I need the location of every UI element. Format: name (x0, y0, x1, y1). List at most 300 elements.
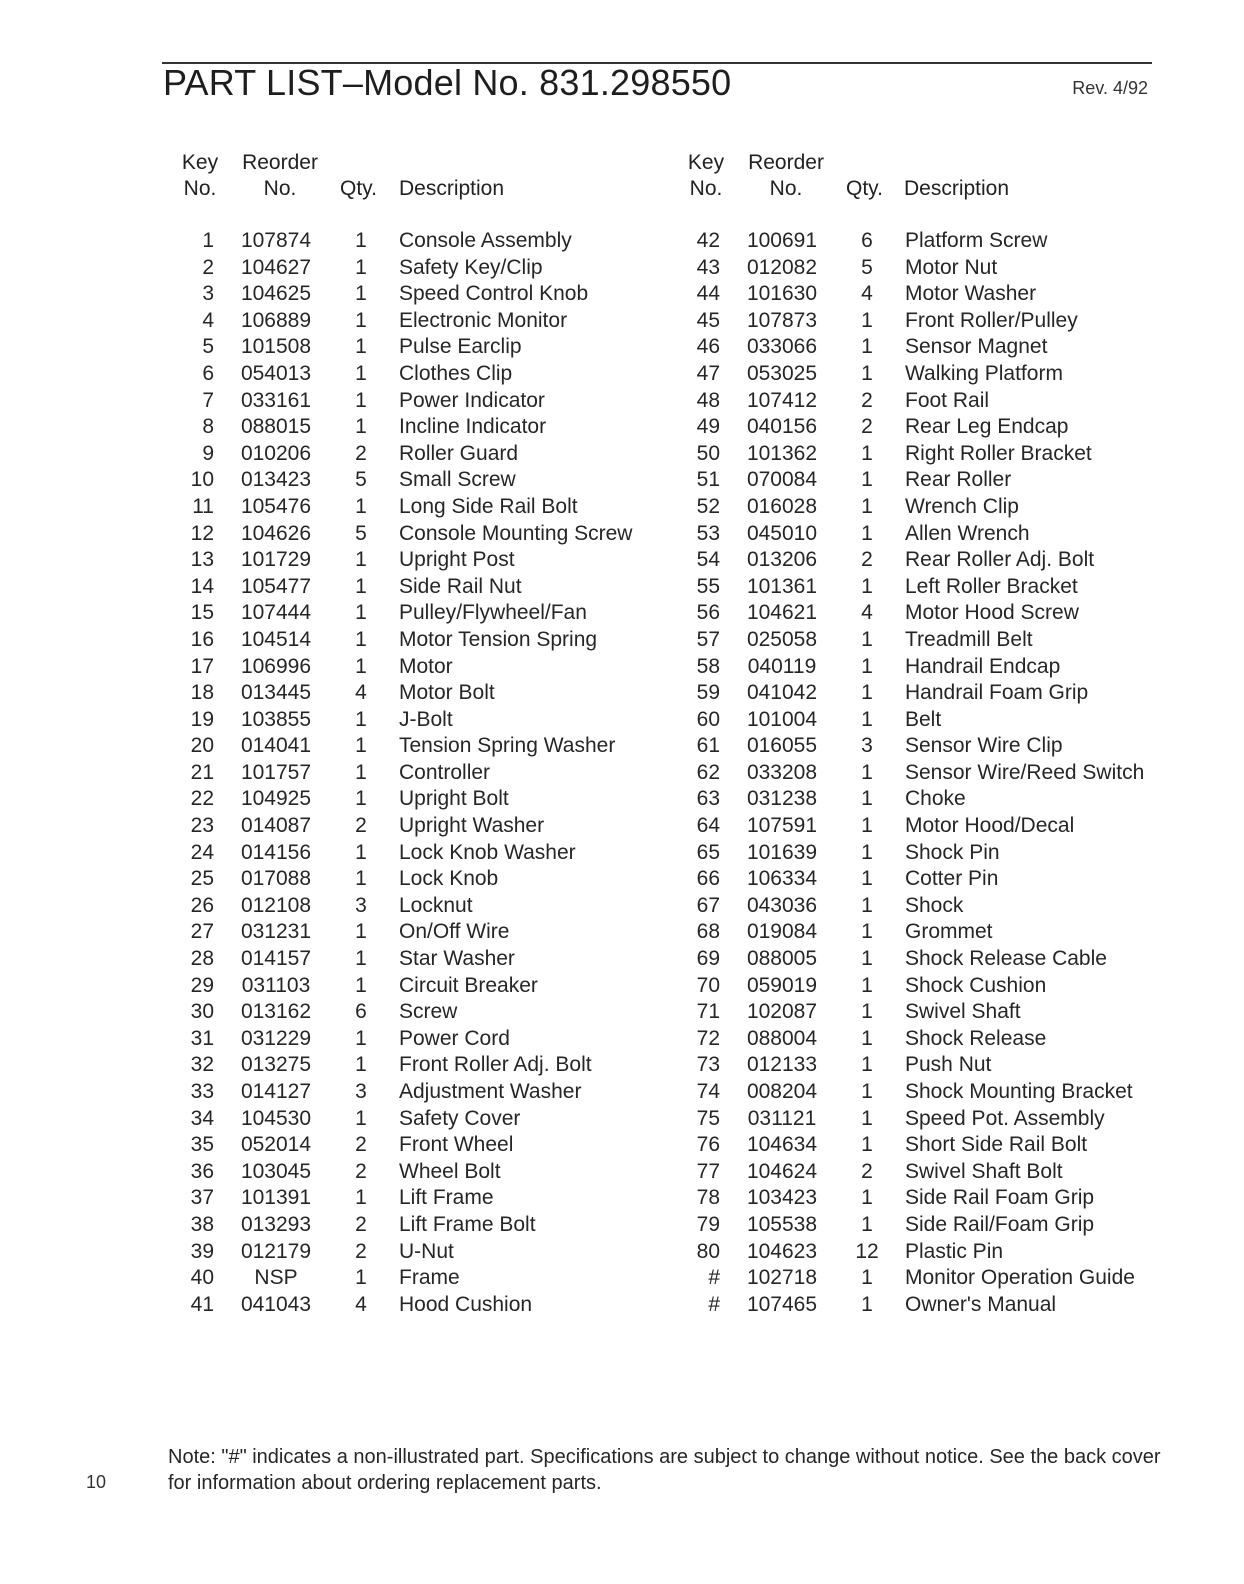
part-row (680, 733, 1200, 760)
part-key-no: 26 (190, 893, 214, 917)
part-description: Shock Pin (905, 840, 1000, 864)
part-row (174, 574, 694, 601)
part-reorder-no: 101362 (746, 441, 818, 465)
part-description: Treadmill Belt (905, 627, 1033, 651)
part-key-no: 10 (190, 468, 214, 492)
part-row (680, 919, 1200, 946)
part-row (680, 866, 1200, 893)
part-qty: 1 (355, 601, 367, 625)
part-key-no: 72 (696, 1026, 720, 1050)
page-title: PART LIST–Model No. 831.298550 (163, 62, 732, 103)
part-description: Adjustment Washer (399, 1080, 582, 1103)
part-description: Pulse Earclip (399, 335, 522, 359)
part-qty: 1 (355, 255, 367, 279)
part-qty: 1 (861, 920, 873, 944)
part-description: Screw (399, 1000, 458, 1024)
part-description: Motor (399, 654, 453, 678)
part-qty: 1 (861, 867, 873, 891)
part-row (680, 494, 1200, 521)
part-description: Wrench Clip (905, 494, 1019, 518)
part-reorder-no: 107465 (746, 1292, 818, 1316)
part-key-no: # (708, 1266, 720, 1290)
part-description: Plastic Pin (905, 1239, 1004, 1263)
part-reorder-no: 107873 (746, 308, 818, 332)
part-description: Motor Nut (905, 255, 998, 279)
part-reorder-no: 031231 (240, 920, 312, 944)
part-row (174, 1292, 694, 1319)
part-reorder-no: 014156 (240, 840, 312, 864)
part-description: Side Rail Foam Grip (905, 1186, 1095, 1210)
part-row (174, 627, 694, 654)
part-description: J-Bolt (399, 707, 453, 731)
part-reorder-no: 104624 (746, 1159, 818, 1183)
part-reorder-no: 101729 (240, 548, 312, 572)
part-row (174, 1106, 694, 1133)
part-qty: 1 (861, 760, 873, 784)
reorder-no-header (742, 150, 830, 202)
part-key-no: 5 (202, 335, 214, 359)
part-qty: 1 (861, 335, 873, 359)
part-description: Motor Washer (905, 282, 1037, 306)
part-key-no: 17 (190, 654, 214, 678)
part-reorder-no: 031121 (747, 1106, 817, 1130)
part-key-no: 76 (696, 1133, 720, 1157)
part-key-no: 62 (696, 760, 720, 784)
part-description: Sensor Magnet (905, 335, 1048, 359)
part-description: Left Roller Bracket (905, 574, 1078, 598)
reorder-header-top: Reorder (748, 151, 824, 174)
part-row (680, 467, 1200, 494)
part-qty: 1 (355, 229, 367, 252)
key-header-bottom: No. (689, 177, 723, 200)
part-reorder-no: 088004 (746, 1026, 818, 1050)
part-description: Right Roller Bracket (905, 441, 1092, 465)
part-row (680, 600, 1200, 627)
part-description: Lock Knob (399, 867, 499, 891)
part-description: Electronic Monitor (399, 308, 568, 332)
part-qty: 5 (355, 468, 367, 492)
part-row (680, 760, 1200, 787)
part-row (680, 1052, 1200, 1079)
part-reorder-no: 013162 (240, 1000, 312, 1024)
part-description: Handrail Foam Grip (905, 681, 1089, 705)
part-qty: 1 (355, 308, 367, 332)
part-row (680, 1212, 1200, 1239)
part-key-no: 66 (696, 867, 720, 891)
description-header: Description (399, 177, 505, 200)
part-description: Safety Cover (399, 1106, 521, 1130)
part-key-no: 80 (696, 1239, 720, 1263)
part-key-no: 43 (696, 255, 720, 279)
part-reorder-no: 059019 (746, 973, 818, 997)
part-description: Belt (905, 707, 942, 731)
part-qty: 1 (355, 388, 367, 412)
part-reorder-no: 106996 (240, 654, 312, 678)
part-key-no: 69 (696, 947, 720, 971)
part-reorder-no: 017088 (240, 867, 312, 891)
part-key-no: 25 (190, 867, 214, 891)
left-parts-list (174, 228, 694, 1318)
part-qty: 1 (861, 1106, 873, 1130)
part-row (174, 308, 694, 335)
key-header-top: Key (181, 151, 219, 174)
part-reorder-no: 104627 (240, 255, 312, 279)
part-row (680, 547, 1200, 574)
part-key-no: 73 (696, 1053, 720, 1077)
part-qty: 6 (355, 1000, 367, 1024)
part-description: Hood Cushion (399, 1292, 533, 1316)
part-key-no: 54 (696, 548, 720, 572)
part-row (680, 1132, 1200, 1159)
part-qty: 1 (861, 574, 873, 598)
part-qty: 2 (861, 415, 873, 439)
part-qty: 1 (861, 707, 873, 731)
part-description: Controller (399, 760, 491, 784)
part-qty: 1 (355, 867, 367, 891)
part-key-no: 78 (696, 1186, 720, 1210)
part-qty: 5 (861, 255, 873, 279)
part-key-no: 18 (190, 681, 214, 705)
part-description: Side Rail/Foam Grip (905, 1212, 1095, 1236)
part-key-no: 16 (190, 627, 214, 651)
part-row (174, 1132, 694, 1159)
part-reorder-no: NSP (254, 1266, 298, 1290)
part-qty: 1 (861, 494, 873, 518)
part-reorder-no: 019084 (746, 920, 818, 944)
part-reorder-no: 014041 (240, 734, 312, 758)
part-description: Side Rail Nut (399, 574, 522, 598)
part-qty: 1 (861, 627, 873, 651)
part-qty: 1 (355, 494, 367, 518)
part-description: Front Wheel (399, 1133, 514, 1157)
part-description: Shock (905, 893, 964, 917)
part-key-no: 51 (696, 468, 720, 492)
part-description: Swivel Shaft (905, 1000, 1021, 1024)
part-description: Owner's Manual (905, 1292, 1057, 1316)
part-key-no: 44 (696, 282, 720, 306)
part-reorder-no: 107591 (746, 814, 818, 838)
part-key-no: 27 (190, 920, 214, 944)
part-reorder-no: 106334 (746, 867, 818, 891)
part-reorder-no: 102087 (746, 1000, 818, 1024)
reorder-header-bottom: No. (769, 177, 803, 200)
part-qty: 1 (355, 760, 367, 784)
reorder-header-top: Reorder (242, 151, 318, 174)
part-reorder-no: 008204 (746, 1080, 818, 1103)
part-row (174, 547, 694, 574)
part-key-no: 41 (190, 1292, 214, 1316)
part-description: Rear Leg Endcap (905, 415, 1069, 439)
part-row (680, 255, 1200, 282)
part-row (174, 1026, 694, 1053)
part-key-no: # (708, 1292, 720, 1316)
part-row (174, 441, 694, 468)
part-qty: 2 (861, 1159, 873, 1183)
part-row (680, 1159, 1200, 1186)
part-key-no: 29 (190, 973, 214, 997)
part-description: Upright Post (399, 548, 515, 572)
part-description: Upright Bolt (399, 787, 509, 811)
part-description: Grommet (905, 920, 993, 944)
part-key-no: 2 (202, 255, 214, 279)
part-reorder-no: 014157 (240, 947, 312, 971)
part-description: Front Roller/Pulley (905, 308, 1078, 332)
part-row (174, 228, 694, 255)
key-header-top: Key (687, 151, 725, 174)
part-reorder-no: 043036 (746, 893, 818, 917)
part-qty: 1 (355, 335, 367, 359)
part-reorder-no: 105538 (746, 1212, 818, 1236)
part-description: Motor Tension Spring (399, 627, 598, 651)
part-reorder-no: 012082 (746, 255, 818, 279)
part-key-no: 70 (696, 973, 720, 997)
part-reorder-no: 105477 (240, 574, 312, 598)
part-row (680, 680, 1200, 707)
part-qty: 1 (861, 468, 873, 492)
part-key-no: 24 (190, 840, 214, 864)
part-description: Handrail Endcap (905, 654, 1061, 678)
part-key-no: 42 (696, 229, 720, 252)
part-description: Allen Wrench (905, 521, 1030, 545)
part-qty: 2 (861, 548, 873, 572)
part-qty: 1 (861, 1133, 873, 1157)
part-reorder-no: 101391 (240, 1186, 312, 1210)
part-row (174, 361, 694, 388)
part-reorder-no: 104530 (240, 1106, 312, 1130)
part-description: Front Roller Adj. Bolt (399, 1053, 592, 1077)
part-qty: 1 (355, 627, 367, 651)
part-description: Platform Screw (905, 229, 1048, 252)
part-key-no: 3 (202, 282, 214, 306)
part-row (174, 255, 694, 282)
part-key-no: 64 (696, 814, 720, 838)
part-key-no: 32 (190, 1053, 214, 1077)
part-key-no: 63 (696, 787, 720, 811)
part-key-no: 65 (696, 840, 720, 864)
part-row (174, 1052, 694, 1079)
part-qty: 1 (861, 947, 873, 971)
part-row (680, 813, 1200, 840)
part-description: Wheel Bolt (399, 1159, 501, 1183)
part-key-no: 79 (696, 1212, 720, 1236)
part-key-no: 9 (202, 441, 214, 465)
part-qty: 1 (861, 814, 873, 838)
part-row (174, 1239, 694, 1266)
part-reorder-no: 104621 (746, 601, 818, 625)
part-key-no: 19 (190, 707, 214, 731)
part-qty: 4 (355, 681, 367, 705)
part-row (680, 414, 1200, 441)
page-number: 10 (86, 1472, 107, 1492)
part-key-no: 56 (696, 601, 720, 625)
part-qty: 4 (861, 282, 873, 306)
part-key-no: 15 (190, 601, 214, 625)
part-qty: 2 (355, 1239, 367, 1263)
part-key-no: 11 (192, 494, 214, 518)
part-reorder-no: 088005 (746, 947, 818, 971)
part-qty: 1 (861, 1266, 873, 1290)
part-row (680, 654, 1200, 681)
part-qty: 1 (355, 1106, 367, 1130)
part-qty: 1 (355, 920, 367, 944)
part-qty: 1 (355, 734, 367, 758)
part-qty: 1 (861, 787, 873, 811)
part-reorder-no: 102718 (746, 1266, 818, 1290)
part-row (680, 1026, 1200, 1053)
part-reorder-no: 031103 (241, 973, 311, 997)
qty-header: Qty. (846, 177, 883, 200)
part-key-no: 52 (696, 494, 720, 518)
part-key-no: 35 (190, 1133, 214, 1157)
part-description: Rear Roller (905, 468, 1012, 492)
part-key-no: 49 (696, 415, 720, 439)
part-description: Console Assembly (399, 229, 572, 252)
left-column-header (180, 150, 700, 202)
part-qty: 1 (355, 1026, 367, 1050)
part-reorder-no: 012133 (746, 1053, 818, 1077)
part-qty: 1 (355, 574, 367, 598)
part-qty: 1 (355, 361, 367, 385)
part-reorder-no: 016028 (746, 494, 818, 518)
part-description: U-Nut (399, 1239, 454, 1263)
part-qty: 1 (355, 654, 367, 678)
part-qty: 1 (355, 947, 367, 971)
part-reorder-no: 104626 (240, 521, 312, 545)
key-no-header (686, 150, 726, 202)
part-reorder-no: 101004 (746, 707, 818, 731)
part-reorder-no: 025058 (746, 627, 818, 651)
part-qty: 1 (861, 1212, 873, 1236)
part-row (680, 946, 1200, 973)
part-reorder-no: 100691 (746, 229, 818, 252)
part-reorder-no: 101361 (746, 574, 818, 598)
part-row (680, 1185, 1200, 1212)
part-reorder-no: 107874 (240, 229, 312, 252)
part-qty: 1 (861, 1292, 873, 1316)
part-reorder-no: 101508 (240, 335, 312, 359)
part-key-no: 57 (696, 627, 720, 651)
part-qty: 1 (861, 1186, 873, 1210)
part-reorder-no: 013275 (240, 1053, 312, 1077)
part-key-no: 12 (190, 521, 214, 545)
part-description: Pulley/Flywheel/Fan (399, 601, 587, 625)
part-description: Frame (399, 1266, 460, 1290)
part-qty: 1 (861, 840, 873, 864)
part-qty: 4 (355, 1292, 367, 1316)
part-reorder-no: 088015 (240, 415, 312, 439)
part-row (680, 361, 1200, 388)
part-description: Motor Hood/Decal (905, 814, 1075, 838)
part-key-no: 53 (696, 521, 720, 545)
part-key-no: 34 (190, 1106, 214, 1130)
part-row (174, 521, 694, 548)
part-description: Motor Hood Screw (905, 601, 1079, 625)
part-row (680, 999, 1200, 1026)
part-description: Safety Key/Clip (399, 255, 543, 279)
part-description: Foot Rail (905, 388, 990, 412)
part-row (680, 786, 1200, 813)
part-qty: 3 (355, 1080, 367, 1103)
part-row (174, 654, 694, 681)
part-qty: 2 (355, 1159, 367, 1183)
part-qty: 1 (861, 654, 873, 678)
part-reorder-no: 012179 (240, 1239, 312, 1263)
part-key-no: 7 (202, 388, 214, 412)
part-key-no: 22 (190, 787, 214, 811)
part-reorder-no: 033208 (746, 760, 818, 784)
part-row (680, 308, 1200, 335)
part-qty: 1 (861, 441, 873, 465)
part-row (174, 893, 694, 920)
part-row (174, 840, 694, 867)
part-key-no: 28 (190, 947, 214, 971)
part-key-no: 48 (696, 388, 720, 412)
part-description: Star Washer (399, 947, 515, 971)
part-row (680, 1265, 1200, 1292)
part-description: Clothes Clip (399, 361, 513, 385)
part-qty: 1 (861, 973, 873, 997)
part-description: Small Screw (399, 468, 516, 492)
part-key-no: 8 (202, 415, 214, 439)
part-key-no: 39 (190, 1239, 214, 1263)
part-description: Speed Pot. Assembly (905, 1106, 1105, 1130)
part-qty: 6 (861, 229, 873, 252)
part-key-no: 71 (696, 1000, 720, 1024)
part-row (680, 334, 1200, 361)
part-qty: 1 (355, 973, 367, 997)
part-reorder-no: 104925 (240, 787, 312, 811)
part-reorder-no: 045010 (746, 521, 818, 545)
part-row (680, 1292, 1200, 1319)
part-row (174, 973, 694, 1000)
part-row (680, 281, 1200, 308)
part-row (680, 707, 1200, 734)
reorder-no-header (236, 150, 324, 202)
part-reorder-no: 031229 (240, 1026, 312, 1050)
part-row (680, 893, 1200, 920)
part-description: Choke (905, 787, 966, 811)
part-qty: 1 (861, 681, 873, 705)
part-row (174, 1079, 694, 1106)
part-key-no: 20 (190, 734, 214, 758)
part-qty: 1 (355, 840, 367, 864)
part-row (174, 600, 694, 627)
part-key-no: 75 (696, 1106, 720, 1130)
part-description: Tension Spring Washer (399, 734, 616, 758)
part-row (680, 228, 1200, 255)
part-description: On/Off Wire (399, 920, 510, 944)
part-reorder-no: 106889 (240, 308, 312, 332)
part-key-no: 38 (190, 1212, 214, 1236)
part-key-no: 67 (696, 893, 720, 917)
part-row (174, 680, 694, 707)
part-key-no: 68 (696, 920, 720, 944)
part-reorder-no: 105476 (240, 494, 312, 518)
part-description: Lock Knob Washer (399, 840, 576, 864)
part-qty: 1 (861, 308, 873, 332)
part-row (680, 574, 1200, 601)
part-row (680, 441, 1200, 468)
part-description: Roller Guard (399, 441, 519, 465)
part-key-no: 58 (696, 654, 720, 678)
part-row (174, 1185, 694, 1212)
part-qty: 3 (861, 734, 873, 758)
part-reorder-no: 103855 (240, 707, 312, 731)
part-description: Circuit Breaker (399, 973, 538, 997)
part-qty: 12 (855, 1239, 879, 1263)
qty-header: Qty. (340, 177, 377, 200)
part-reorder-no: 014087 (240, 814, 312, 838)
